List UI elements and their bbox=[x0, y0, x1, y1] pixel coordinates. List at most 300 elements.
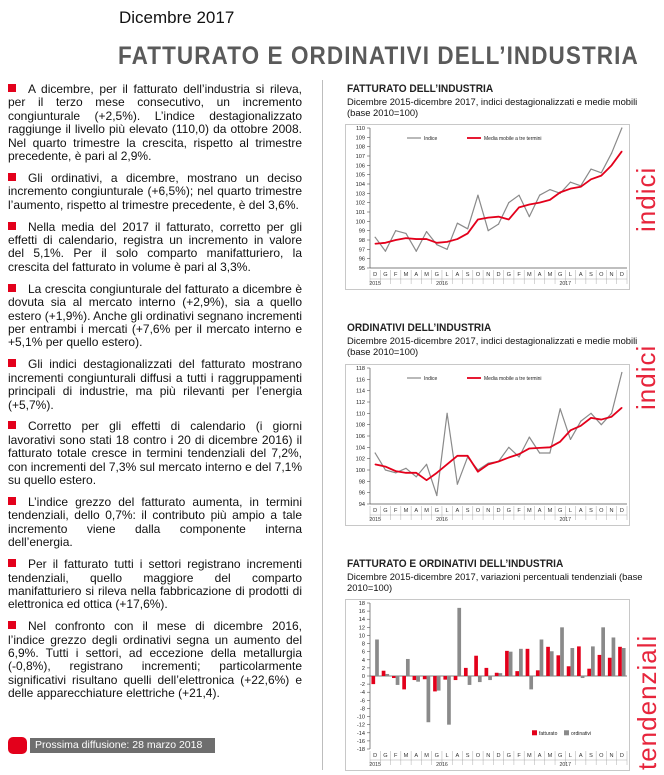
moving-average-point bbox=[539, 202, 540, 203]
ordinativi-bar bbox=[612, 637, 616, 676]
fatturato-bar bbox=[382, 671, 386, 676]
month-label: M bbox=[424, 272, 429, 278]
bullet-item bbox=[8, 558, 302, 612]
month-label: S bbox=[465, 753, 470, 759]
index-point bbox=[467, 228, 468, 229]
index-point bbox=[621, 127, 622, 128]
y-tick-label: 98 bbox=[358, 479, 365, 486]
chart-title: FATTURATO DELL’INDUSTRIA bbox=[347, 83, 494, 95]
moving-average-point bbox=[436, 472, 437, 473]
year-label: 2016 bbox=[436, 517, 448, 523]
y-tick-label: 96 bbox=[358, 490, 365, 497]
bullet-marker bbox=[8, 621, 16, 629]
bullet-marker bbox=[8, 421, 16, 429]
moving-average-point bbox=[498, 216, 499, 217]
month-label: A bbox=[414, 508, 419, 514]
index-point bbox=[508, 202, 509, 203]
bullet-text: Nel confronto con il mese di dicembre 2016, l’indice grezzo degli ordinativi segna un aumento del 6,9%. Tutti i settori, ad eccezione della metallurgia (-0,8%), registrano incrementi; particolarmente significativi risultano quelli dell’elettronica (+22,6%) e delle apparecchiature elettriche (+21,4). bbox=[8, 619, 302, 701]
y-tick-label: 114 bbox=[356, 388, 365, 395]
y-tick-label: -10 bbox=[356, 714, 365, 721]
month-label: O bbox=[475, 508, 481, 514]
year-label: 2016 bbox=[436, 762, 448, 768]
year-label: 2015 bbox=[369, 762, 381, 768]
y-tick-label: 105 bbox=[355, 172, 365, 179]
chart-frame bbox=[346, 600, 630, 771]
bullet-item bbox=[8, 358, 302, 412]
ordinativi-bar bbox=[550, 651, 554, 676]
fatturato-bar bbox=[402, 676, 406, 689]
moving-average-point bbox=[395, 471, 396, 472]
moving-average-point bbox=[529, 204, 530, 205]
bullet-item bbox=[8, 420, 302, 487]
bullet-marker bbox=[8, 84, 16, 92]
page-title: FATTURATO E ORDINATIVI DELL’INDUSTRIA bbox=[118, 42, 639, 70]
fatturato-bar bbox=[587, 669, 591, 676]
index-point bbox=[395, 230, 396, 231]
y-tick-label: 10 bbox=[358, 633, 365, 640]
y-tick-label: 14 bbox=[358, 617, 365, 624]
bullet-marker bbox=[8, 222, 16, 230]
chart-fatturato-header bbox=[347, 83, 647, 118]
month-label: D bbox=[373, 753, 378, 759]
month-label: S bbox=[465, 508, 470, 514]
moving-average-point bbox=[488, 464, 489, 465]
index-point bbox=[447, 413, 448, 414]
y-tick-label: 97 bbox=[358, 247, 365, 254]
index-point bbox=[385, 251, 386, 252]
fatturato-bar bbox=[371, 676, 375, 684]
index-point bbox=[611, 413, 612, 414]
fatturato-bar bbox=[526, 649, 530, 676]
chart-subtitle: Dicembre 2015-dicembre 2017, indici destagionalizzati e medie mobili (base 2010=100) bbox=[347, 335, 638, 357]
month-label: S bbox=[589, 508, 593, 514]
y-tick-label: -4 bbox=[360, 690, 365, 697]
moving-average-point bbox=[549, 199, 550, 200]
month-label: A bbox=[578, 753, 583, 759]
y-tick-label: 104 bbox=[355, 445, 365, 452]
index-point bbox=[457, 484, 458, 485]
y-tick-label: 98 bbox=[358, 238, 365, 244]
chart-variazioni-header bbox=[347, 558, 647, 593]
index-point bbox=[590, 168, 591, 169]
side-label-indici: indici bbox=[631, 344, 661, 410]
index-point bbox=[518, 195, 519, 196]
legend-swatch-ordinativi bbox=[564, 730, 569, 735]
month-label: M bbox=[527, 272, 532, 278]
ordinativi-bar bbox=[427, 676, 431, 722]
y-tick-label: -2 bbox=[360, 682, 365, 689]
legend-label-ordinativi: ordinativi bbox=[571, 730, 592, 737]
month-label: G bbox=[558, 753, 563, 759]
chart-subtitle: Dicembre 2015-dicembre 2017, variazioni percentuali tendenziali (base 2010=100) bbox=[347, 571, 643, 593]
moving-average-point bbox=[570, 188, 571, 189]
month-label: O bbox=[599, 508, 604, 514]
next-release-note: Prossima diffusione: 28 marzo 2018 bbox=[30, 738, 215, 753]
ordinativi-bar bbox=[488, 676, 492, 680]
y-tick-label: -12 bbox=[356, 722, 365, 729]
fatturato-bar bbox=[485, 668, 489, 676]
moving-average-point bbox=[467, 455, 468, 456]
legend-label-moving-average: Media mobile a tre termini bbox=[484, 376, 542, 382]
fatturato-bar bbox=[413, 676, 417, 680]
ordinativi-bar bbox=[540, 640, 544, 677]
bullet-marker bbox=[8, 284, 16, 292]
month-label: G bbox=[383, 272, 388, 278]
month-label: G bbox=[558, 508, 563, 514]
month-label: G bbox=[558, 272, 563, 278]
y-tick-label: 2 bbox=[361, 665, 365, 672]
index-point bbox=[570, 182, 571, 183]
index-point bbox=[539, 195, 540, 196]
ordinativi-bar bbox=[509, 652, 513, 676]
month-label: M bbox=[527, 508, 532, 514]
fatturato-bar bbox=[443, 676, 447, 680]
fatturato-bar bbox=[536, 670, 540, 676]
fatturato-bar bbox=[505, 651, 509, 676]
index-point bbox=[426, 231, 427, 232]
month-label: G bbox=[383, 753, 388, 759]
month-label: F bbox=[517, 272, 521, 278]
y-tick-label: 110 bbox=[356, 126, 365, 132]
summary-bullets bbox=[8, 83, 302, 709]
bullet-item bbox=[8, 283, 302, 350]
moving-average-point bbox=[447, 464, 448, 465]
y-tick-label: -18 bbox=[356, 747, 365, 753]
y-tick-label: 8 bbox=[361, 641, 365, 648]
index-point bbox=[560, 408, 561, 409]
index-point bbox=[405, 468, 406, 469]
fatturato-bar bbox=[474, 656, 478, 676]
fatturato-bar bbox=[464, 668, 468, 676]
month-label: G bbox=[506, 753, 511, 759]
moving-average-point bbox=[611, 416, 612, 417]
month-label: D bbox=[496, 272, 501, 278]
moving-average-point bbox=[457, 238, 458, 239]
fatturato-bar bbox=[567, 666, 571, 676]
y-tick-label: -16 bbox=[356, 738, 365, 745]
bullet-text: L’indice grezzo del fatturato aumenta, in termini tendenziali, dello 0,7%: il contributo più ampio a tale incremento viene dalla componente interna dell’energia. bbox=[8, 494, 302, 550]
ordinativi-bar bbox=[622, 648, 626, 676]
month-label: N bbox=[609, 272, 614, 278]
year-label: 2017 bbox=[559, 762, 572, 768]
y-tick-label: 104 bbox=[355, 182, 365, 188]
index-point bbox=[426, 464, 427, 465]
fatturato-bar bbox=[608, 658, 612, 676]
ordinativi-bar bbox=[437, 676, 441, 691]
bullet-item bbox=[8, 620, 302, 700]
month-label: G bbox=[434, 272, 439, 278]
month-label: A bbox=[414, 272, 419, 278]
moving-average-point bbox=[447, 241, 448, 242]
moving-average-point bbox=[375, 464, 376, 465]
ordinativi-bar bbox=[406, 659, 410, 676]
moving-average-line bbox=[375, 151, 622, 243]
index-point bbox=[498, 224, 499, 225]
month-label: F bbox=[393, 753, 398, 759]
index-point bbox=[488, 230, 489, 231]
fatturato-bar bbox=[515, 671, 519, 676]
bullet-item bbox=[8, 172, 302, 212]
moving-average-point bbox=[590, 179, 591, 180]
y-tick-label: 99 bbox=[358, 228, 365, 235]
bullet-text: Gli indici destagionalizzati del fatturato mostrano incrementi congiunturali diffusi a tutti i raggruppamenti principali di industrie, ma più rilevanti per l’energia (+5,7%). bbox=[8, 357, 302, 412]
index-point bbox=[621, 372, 622, 373]
month-label: L bbox=[568, 508, 573, 514]
fatturato-bar bbox=[454, 676, 458, 680]
chart-subtitle: Dicembre 2015-dicembre 2017, indici destagionalizzati e medie mobili (base 2010=100) bbox=[347, 96, 638, 118]
y-tick-label: 107 bbox=[355, 154, 365, 160]
month-label: A bbox=[414, 753, 419, 759]
month-label: D bbox=[496, 508, 501, 514]
y-tick-label: 112 bbox=[356, 400, 365, 406]
moving-average-point bbox=[621, 151, 622, 152]
bullet-text: Per il fatturato tutti i settori registrano incrementi tendenziali, quello maggiore del comparto manifatturiero si rileva nella fabbricazione di prodotti di elettronica ed ottica (+17,6%). bbox=[8, 557, 302, 612]
ordinativi-bar bbox=[447, 676, 451, 725]
y-tick-label: 108 bbox=[355, 422, 365, 429]
month-label: F bbox=[517, 753, 521, 759]
y-tick-label: -14 bbox=[356, 730, 365, 737]
index-point bbox=[416, 476, 417, 477]
month-label: F bbox=[393, 508, 398, 514]
ordinativi-bar bbox=[375, 640, 379, 677]
month-label: S bbox=[589, 753, 593, 759]
y-tick-label: -8 bbox=[360, 706, 365, 713]
chart-ordinativi bbox=[345, 364, 630, 526]
bullet-marker bbox=[8, 173, 16, 181]
year-label: 2016 bbox=[436, 281, 448, 287]
ordinativi-bar bbox=[570, 648, 574, 676]
index-point bbox=[405, 233, 406, 234]
chart-frame bbox=[346, 125, 630, 290]
fatturato-bar bbox=[546, 647, 550, 676]
fatturato-bar bbox=[392, 676, 396, 678]
y-tick-label: 6 bbox=[361, 649, 365, 656]
bullet-text: A dicembre, per il fatturato dell’industria si rileva, per il terzo mese consecutivo, un incremento congiunturale (+2,5%). L’indice destagionalizzato raggiunge il livello più elevato (110,0) da ottobre 2008. Nel quarto trimestre la crescita, rispetto al trimestre precedente, è pari al 2,9%. bbox=[8, 82, 302, 164]
moving-average-point bbox=[508, 457, 509, 458]
side-label-tendenziali: tendenziali bbox=[632, 634, 662, 770]
chart-fatturato bbox=[345, 124, 630, 290]
month-label: N bbox=[486, 272, 491, 278]
y-tick-label: 0 bbox=[361, 674, 365, 680]
moving-average-point bbox=[601, 175, 602, 176]
year-label: 2017 bbox=[559, 281, 572, 287]
ordinativi-bar bbox=[396, 676, 400, 685]
y-tick-label: 103 bbox=[355, 191, 365, 198]
ordinativi-bar bbox=[416, 676, 420, 682]
index-point bbox=[447, 249, 448, 250]
index-point bbox=[570, 439, 571, 440]
month-label: M bbox=[527, 753, 532, 759]
month-label: D bbox=[496, 753, 501, 759]
y-tick-label: 110 bbox=[356, 411, 365, 418]
month-label: M bbox=[547, 272, 553, 278]
month-label: A bbox=[455, 508, 460, 514]
chart-ordinativi-header bbox=[347, 322, 647, 357]
bullet-text: Corretto per gli effetti di calendario (i giorni lavorativi sono stati 18 contro i 20 di dicembre 2016) il fatturato totale cresce in termini tendenziali del 7,2%, con incrementi del 7,3% sul mercato interno e del 7,1% su quello estero. bbox=[8, 419, 302, 488]
fatturato-bar bbox=[556, 655, 560, 676]
month-label: A bbox=[537, 272, 542, 278]
ordinativi-bar bbox=[457, 608, 461, 676]
moving-average-point bbox=[477, 219, 478, 220]
month-label: L bbox=[445, 272, 449, 278]
moving-average-point bbox=[580, 425, 581, 426]
moving-average-point bbox=[375, 243, 376, 244]
month-label: L bbox=[445, 753, 449, 759]
moving-average-point bbox=[549, 447, 550, 448]
chart-title: FATTURATO E ORDINATIVI DELL’INDUSTRIA bbox=[347, 558, 564, 570]
year-label: 2015 bbox=[369, 281, 381, 287]
y-tick-label: 96 bbox=[358, 256, 365, 263]
ordinativi-bar bbox=[499, 673, 503, 676]
moving-average-point bbox=[590, 417, 591, 418]
moving-average-point bbox=[405, 238, 406, 239]
y-tick-label: 95 bbox=[358, 266, 365, 272]
month-label: G bbox=[434, 508, 439, 514]
index-point bbox=[395, 472, 396, 473]
month-label: O bbox=[475, 272, 481, 278]
moving-average-point bbox=[477, 471, 478, 472]
index-point bbox=[416, 251, 417, 252]
index-point bbox=[375, 452, 376, 453]
moving-average-point bbox=[426, 480, 427, 481]
column-divider bbox=[322, 80, 323, 770]
month-label: A bbox=[455, 753, 460, 759]
index-line bbox=[375, 373, 622, 496]
moving-average-point bbox=[385, 242, 386, 243]
month-label: F bbox=[393, 272, 398, 278]
fatturato-bar bbox=[495, 673, 499, 676]
index-point bbox=[590, 413, 591, 414]
bullet-marker bbox=[8, 559, 16, 567]
month-label: M bbox=[403, 753, 409, 759]
moving-average-point bbox=[518, 454, 519, 455]
year-label: 2017 bbox=[559, 517, 572, 523]
moving-average-point bbox=[385, 466, 386, 467]
fatturato-bar bbox=[577, 646, 581, 676]
month-label: A bbox=[578, 508, 583, 514]
moving-average-point bbox=[498, 461, 499, 462]
month-label: G bbox=[506, 508, 511, 514]
y-tick-label: 102 bbox=[355, 200, 365, 207]
index-point bbox=[375, 237, 376, 238]
moving-average-point bbox=[405, 472, 406, 473]
ordinativi-bar bbox=[601, 627, 605, 676]
month-label: G bbox=[506, 272, 511, 278]
legend-label-index: Indice bbox=[424, 136, 438, 142]
bullet-marker bbox=[8, 359, 16, 367]
ordinativi-bar bbox=[560, 627, 564, 676]
ordinativi-bar bbox=[529, 676, 533, 689]
report-date: Dicembre 2017 bbox=[119, 8, 235, 27]
month-label: S bbox=[465, 272, 470, 278]
moving-average-point bbox=[539, 447, 540, 448]
index-point bbox=[549, 452, 550, 453]
moving-average-point bbox=[580, 186, 581, 187]
month-label: A bbox=[537, 753, 542, 759]
y-tick-label: 106 bbox=[355, 163, 365, 170]
moving-average-point bbox=[436, 242, 437, 243]
month-label: L bbox=[445, 508, 449, 514]
moving-average-point bbox=[518, 207, 519, 208]
ordinativi-bar bbox=[591, 646, 595, 676]
ordinativi-bar bbox=[581, 676, 585, 678]
month-label: A bbox=[537, 508, 542, 514]
bullet-text: La crescita congiunturale del fatturato a dicembre è dovuta sia al mercato interno (+2,9%), sia a quello estero (+1,9%). Anche gli ordinativi segnano incrementi per entrambi i mercati (+7,6% per il mercato interno e +5,1% per quello estero). bbox=[8, 281, 302, 350]
y-tick-label: 100 bbox=[355, 468, 365, 474]
index-point bbox=[601, 172, 602, 173]
y-tick-label: 118 bbox=[356, 366, 365, 372]
ordinativi-bar bbox=[468, 676, 472, 685]
moving-average-point bbox=[570, 430, 571, 431]
bullet-item bbox=[8, 496, 302, 550]
legend-label-fatturato: fatturato bbox=[539, 730, 558, 737]
index-point bbox=[436, 244, 437, 245]
y-tick-label: -6 bbox=[360, 698, 365, 705]
month-label: N bbox=[486, 753, 491, 759]
moving-average-point bbox=[508, 219, 509, 220]
month-label: G bbox=[434, 753, 439, 759]
month-label: G bbox=[383, 508, 388, 514]
month-label: D bbox=[373, 508, 378, 514]
month-label: F bbox=[517, 508, 521, 514]
month-label: O bbox=[599, 272, 604, 278]
ordinativi-bar bbox=[519, 649, 523, 676]
bullet-item bbox=[8, 83, 302, 163]
y-tick-label: 101 bbox=[355, 210, 365, 216]
index-point bbox=[580, 421, 581, 422]
month-label: M bbox=[403, 272, 409, 278]
side-label-indici: indici bbox=[631, 166, 661, 232]
index-point bbox=[518, 456, 519, 457]
month-label: D bbox=[373, 272, 378, 278]
bullet-text: Gli ordinativi, a dicembre, mostrano un deciso incremento congiunturale (+6,5%); nel quarto trimestre l’aumento, rispetto al trimestre precedente, è del 3,6%. bbox=[8, 170, 302, 212]
legend-label-index: Indice bbox=[424, 376, 438, 382]
y-tick-label: 108 bbox=[355, 144, 365, 151]
month-label: N bbox=[609, 508, 614, 514]
index-point bbox=[529, 437, 530, 438]
month-label: D bbox=[619, 272, 624, 278]
month-label: D bbox=[619, 508, 624, 514]
index-point bbox=[601, 424, 602, 425]
index-point bbox=[436, 495, 437, 496]
month-label: M bbox=[547, 753, 553, 759]
y-tick-label: 94 bbox=[358, 502, 365, 508]
moving-average-point bbox=[467, 233, 468, 234]
moving-average-point bbox=[416, 238, 417, 239]
index-line bbox=[375, 128, 622, 251]
month-label: M bbox=[403, 508, 409, 514]
ordinativi-bar bbox=[385, 674, 389, 676]
month-label: M bbox=[424, 508, 429, 514]
y-tick-label: 109 bbox=[355, 135, 365, 142]
index-point bbox=[477, 195, 478, 196]
moving-average-point bbox=[457, 455, 458, 456]
index-point bbox=[508, 447, 509, 448]
y-tick-label: 18 bbox=[358, 601, 365, 607]
index-point bbox=[529, 216, 530, 217]
legend-swatch-fatturato bbox=[532, 730, 537, 735]
ordinativi-bar bbox=[478, 676, 482, 682]
index-point bbox=[611, 153, 612, 154]
moving-average-point bbox=[621, 407, 622, 408]
y-tick-label: 102 bbox=[355, 456, 365, 463]
month-label: S bbox=[589, 272, 593, 278]
year-label: 2015 bbox=[369, 517, 381, 523]
month-label: O bbox=[599, 753, 604, 759]
index-point bbox=[549, 189, 550, 190]
moving-average-point bbox=[560, 192, 561, 193]
index-point bbox=[457, 223, 458, 224]
